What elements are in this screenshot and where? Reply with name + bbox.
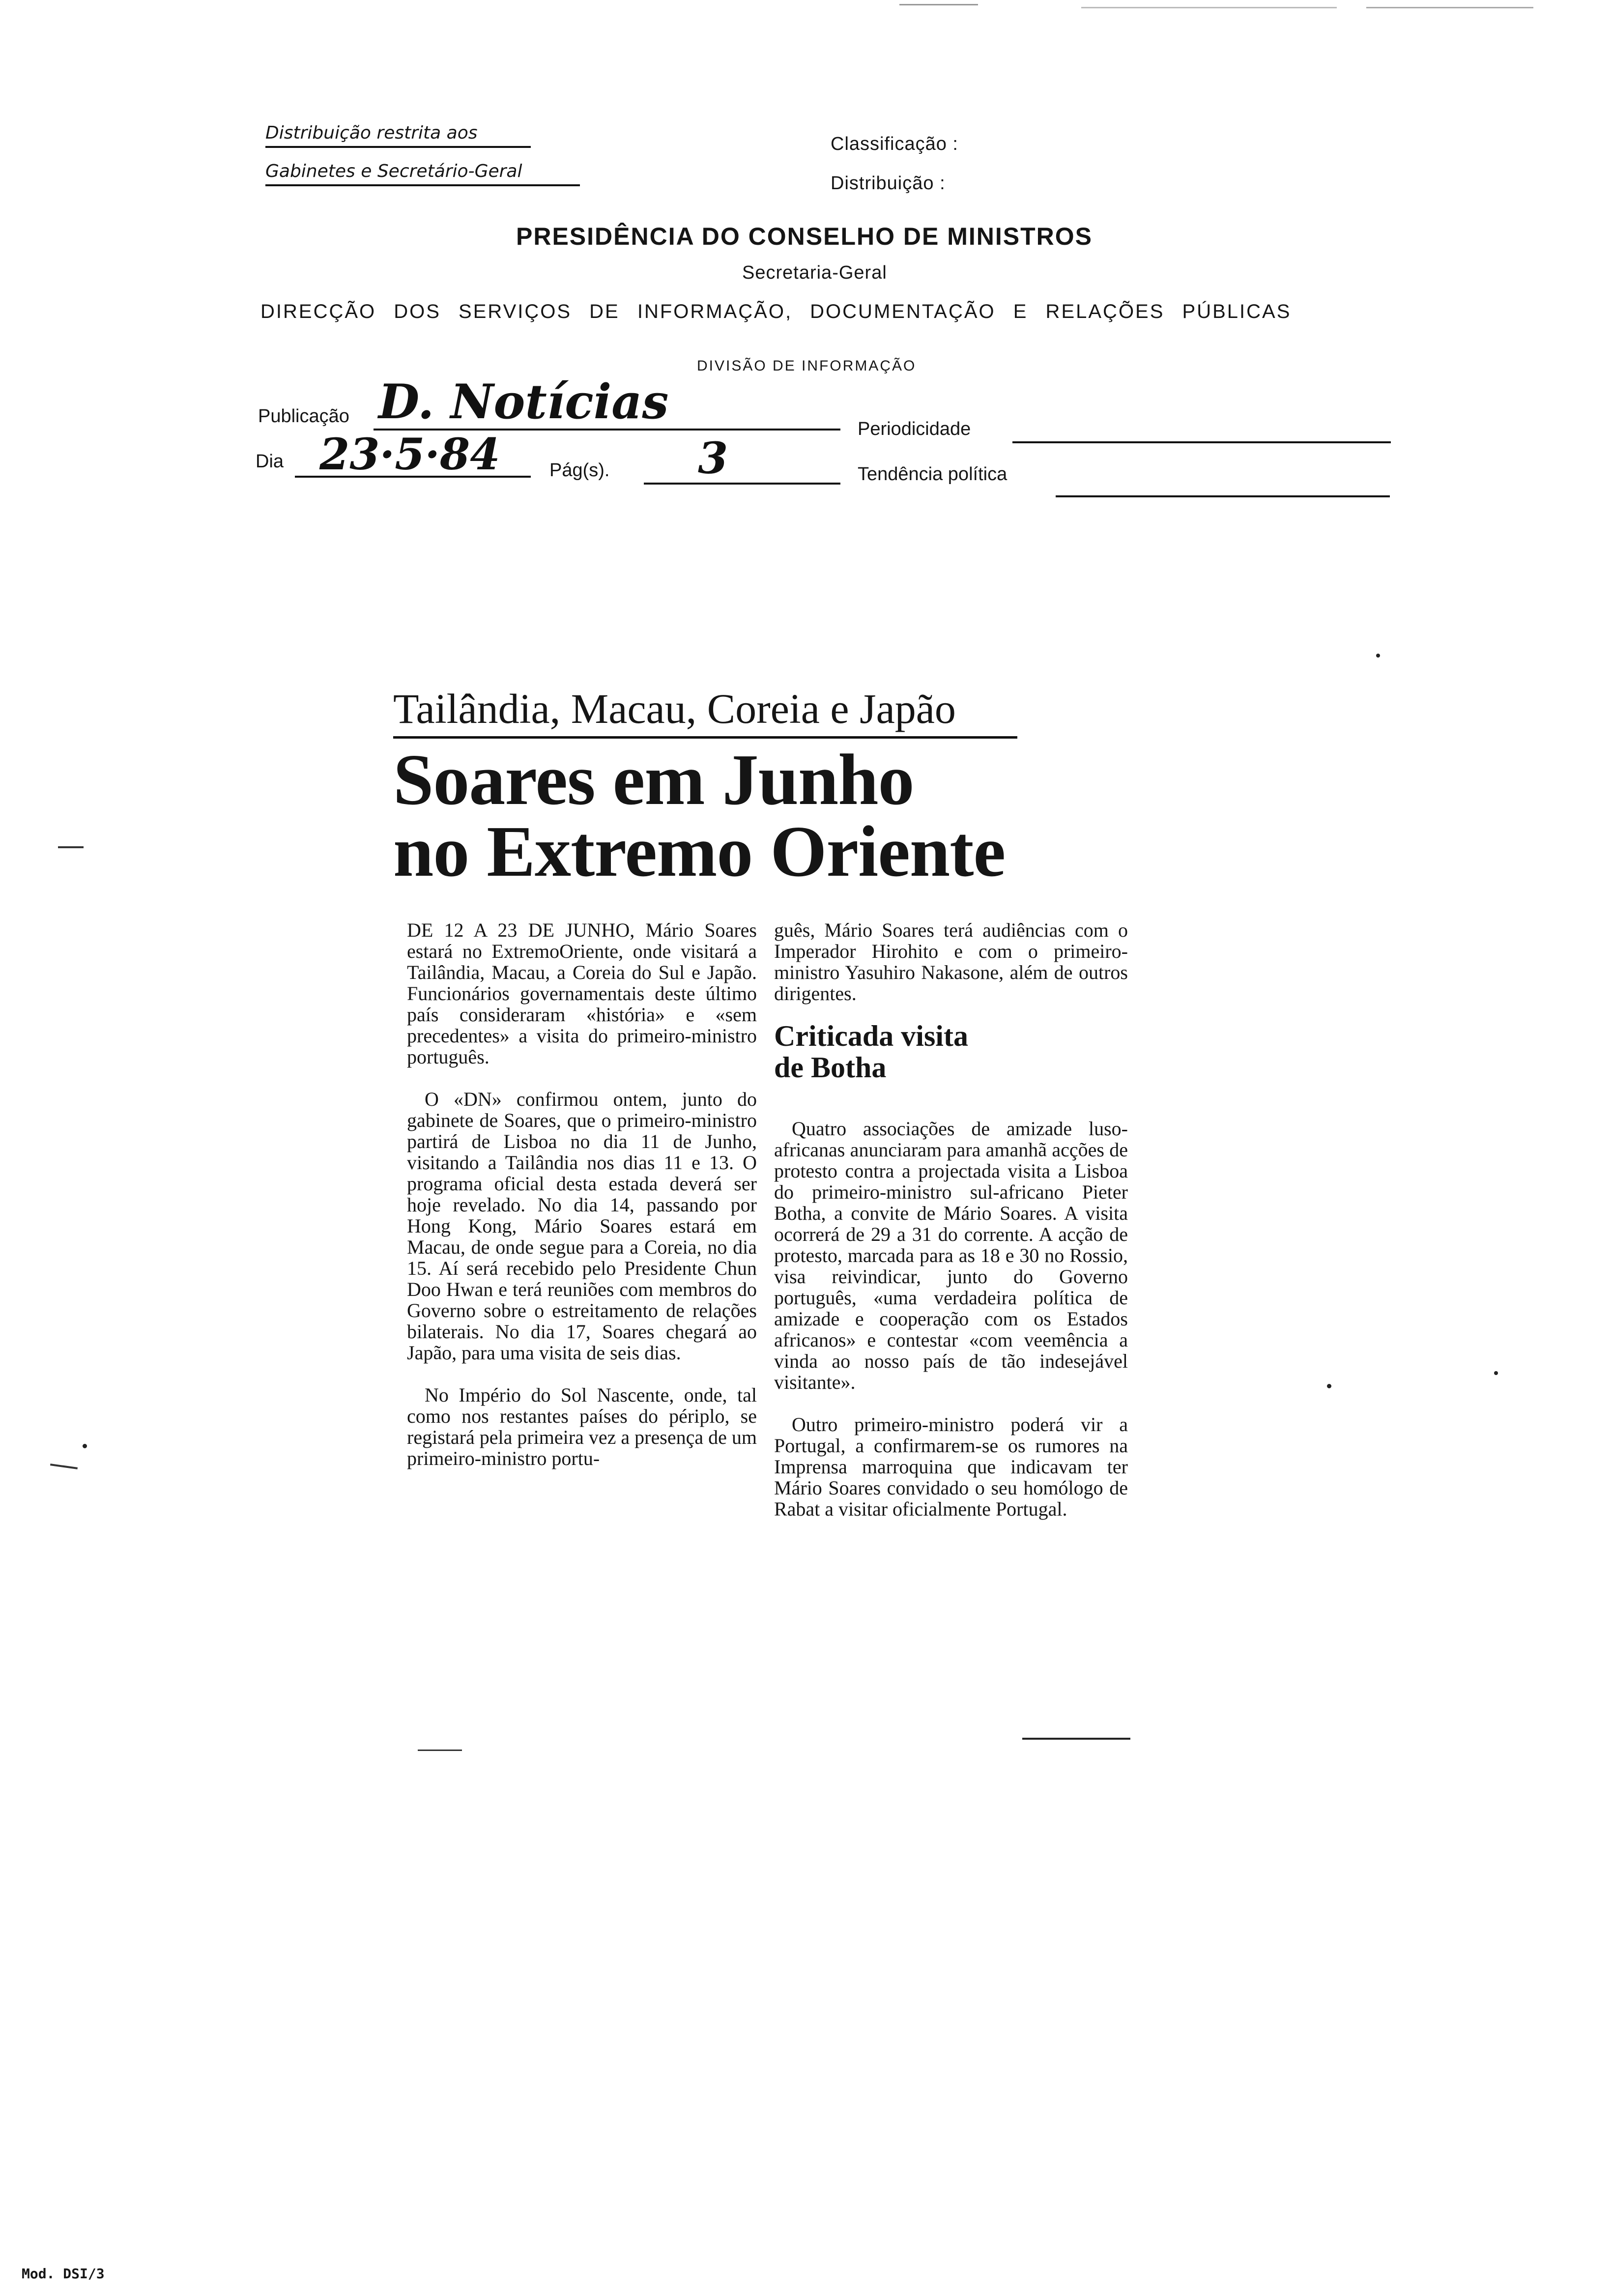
scan-edge-mark (1366, 7, 1533, 8)
article-end-rule (1022, 1738, 1130, 1740)
paragraph-lead: DE 12 A 23 DE JUNHO, Mário Soares estará no ExtremoOriente, onde visitará a Tailândia, Macau, a Coreia do Sul e Japão. Funcionários governamentais deste último país consideraram «história» e «sem precedentes» a visita do primeiro-ministro português. (407, 919, 757, 1068)
classificacao-label: Classificação : (831, 134, 958, 154)
restriction-line-2: Gabinetes e Secretário-Geral (265, 161, 522, 181)
document-subtitle: Secretaria-Geral (742, 262, 887, 283)
direction-line: DIRECÇÃO DOS SERVIÇOS DE INFORMAÇÃO, DOCUMENTAÇÃO E RELAÇÕES PÚBLICAS (260, 301, 1292, 322)
paragraph-japan: No Império do Sol Nascente, onde, tal como nos restantes países do périplo, se registará pela primeira vez a presença de um primeiro-ministro portu- (407, 1384, 757, 1469)
paragraph-confirmation: O «DN» confirmou ontem, junto do gabinete de Soares, que o primeiro-ministro partirá de Lisboa no dia 11 de Junho, visitando a Tailândia nos dias 11 e 13. O programa oficial desta estada deverá ser hoje revelado. No dia 14, passando por Hong Kong, Mário Soares estará em Macau, de onde segue para a Coreia, no dia 15. Aí será recebido pelo Presidente Chun Doo Hwan e terá reuniões com membros do Governo sobre o estreitamento de relações bilaterais. No dia 17, Soares chegará ao Japão, para uma visita de seis dias. (407, 1088, 757, 1364)
article-column-2-continued (774, 1097, 1128, 1541)
margin-mark (50, 1464, 78, 1469)
distribuicao-label: Distribuição : (831, 173, 946, 194)
scan-speck (83, 1444, 87, 1448)
article-headline-line-1: Soares em Junho (393, 740, 914, 820)
paragraph-rabat: Outro primeiro-ministro poderá vir a Portugal, a confirmarem-se os rumores na Imprensa marroquina que indicavam ter Mário Soares convidado o seu homólogo de Rabat a visitar oficialmente Portugal. (774, 1413, 1128, 1520)
pag-label: Pág(s). (549, 460, 610, 481)
restriction-underline-1 (265, 146, 531, 148)
paragraph-protest: Quatro associações de amizade luso-africanas anunciaram para amanhã acções de protesto contra a projectada visita a Lisboa do primeiro-ministro sul-africano Pieter Botha, a convite de Mário Soares. A visita ocorrerá de 29 a 31 do corrente. A acção de protesto, marcada para as 18 e 30 no Rossio, visa reivindicar, junto do Governo português, «uma verdadeira política de amizade e cooperação com os Estados africanos» e contestar «com veemência a vinda ao nosso país de tão indesejável visitante». (774, 1118, 1128, 1393)
restriction-underline-2 (265, 184, 580, 186)
article-column-1 (407, 898, 757, 1490)
dia-value: 23·5·84 (319, 429, 500, 480)
tendencia-label: Tendência política (858, 464, 1008, 485)
article-kicker: Tailândia, Macau, Coreia e Japão (393, 685, 956, 732)
publicacao-value: D. Notícias (378, 374, 669, 430)
dia-line (295, 476, 531, 478)
scan-speck (1494, 1371, 1498, 1375)
pag-value: 3 (698, 432, 728, 484)
publicacao-label: Publicação (258, 406, 349, 427)
article-headline-line-2: no Extremo Oriente (393, 811, 1006, 892)
scan-speck (1327, 1384, 1331, 1388)
scan-edge-mark (899, 4, 978, 5)
restriction-line-1: Distribuição restrita aos (265, 123, 478, 143)
margin-mark (58, 846, 84, 848)
periodicidade-line (1012, 441, 1391, 443)
document-title: PRESIDÊNCIA DO CONSELHO DE MINISTROS (516, 223, 1093, 250)
kicker-rule (393, 736, 1017, 739)
division-line: DIVISÃO DE INFORMAÇÃO (697, 358, 917, 374)
scan-speck (1376, 654, 1380, 658)
article-column-2 (774, 898, 1128, 1025)
article-subhead: Criticada visita de Botha (774, 1020, 968, 1084)
tendencia-line (1056, 495, 1390, 497)
pag-line (644, 483, 840, 485)
periodicidade-label: Periodicidade (858, 419, 971, 439)
column-end-rule (418, 1750, 462, 1751)
dia-label: Dia (256, 451, 284, 472)
form-code: Mod. DSI/3 (22, 2266, 105, 2282)
paragraph-audiences: guês, Mário Soares terá audiências com o Imperador Hirohito e com o primeiro-ministro Yasuhiro Nakasone, além de outros dirigentes. (774, 919, 1128, 1004)
scan-edge-mark (1081, 7, 1337, 8)
